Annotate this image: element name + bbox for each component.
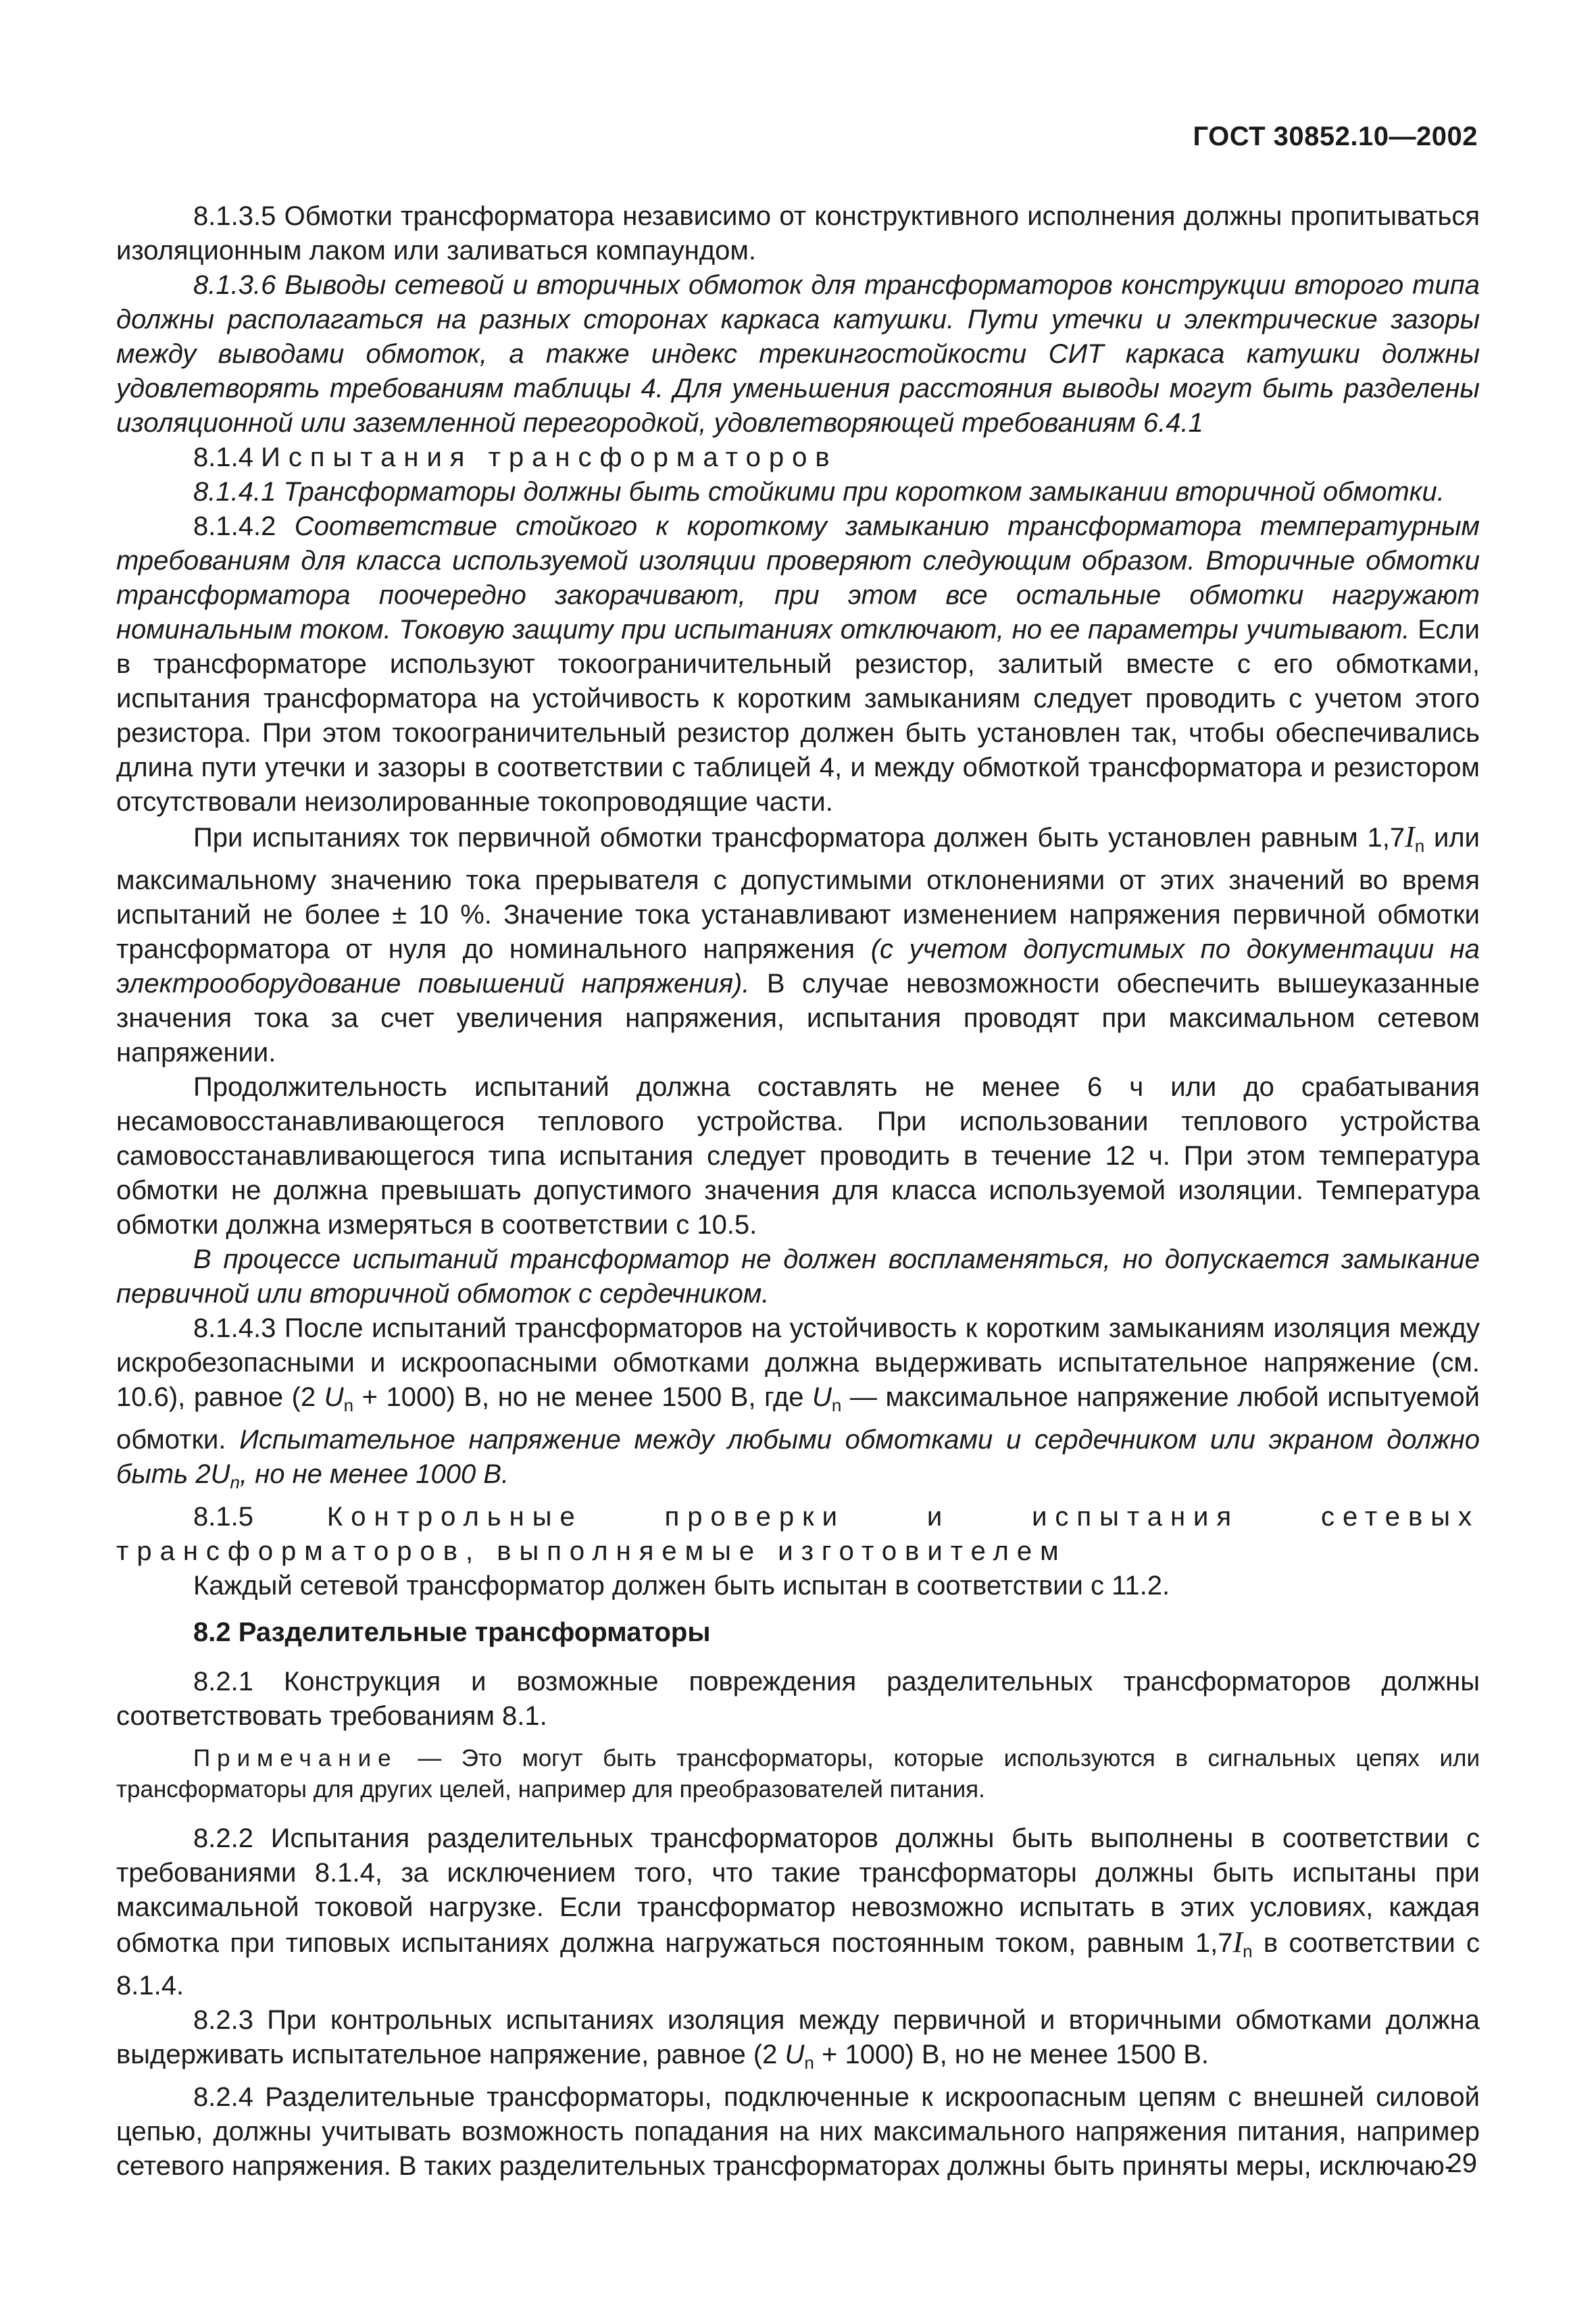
subsection-number: 8.1.4 <box>193 443 253 472</box>
paragraph-test-current <box>116 820 1480 1070</box>
paragraph-8-1-5: Каждый сетевой трансформатор должен быть испытан в соответствии с 11.2. <box>193 1571 1170 1601</box>
text-run: При испытаниях ток первичной обмотки трансформатора должен быть установлен равным 1,7 <box>193 823 1405 853</box>
subscript: n <box>831 1395 842 1415</box>
italic-run: (с учетом допустимых по документации на электрооборудование повышений напряжения). <box>116 934 1480 999</box>
text-run: — максимальное напряжение любой испытуемой обмотки. <box>116 1382 1480 1455</box>
text-run: 8.1.4.3 После испытаний трансформаторов на устойчивость к коротким замыканиям изоляция между искробезопасными и искроопасными обмотками должна выдерживать испытательное напряжение (см. 10.6), равное (2 <box>116 1313 1480 1412</box>
paragraph-8-2-4: 8.2.4 Разделительные трансформаторы, подключенные к искроопасным цепям с внешней силовой цепью, должны учитывать возможность попадания на них максимального напряжения питания, например сетевого напряжения. В таких разделительных трансформаторах должны быть приняты меры, исключаю- <box>116 2082 1480 2181</box>
subscript: n <box>1414 836 1425 856</box>
text-run: в соответствии с 8.1.4. <box>116 1928 1480 2001</box>
note <box>116 1743 1480 1805</box>
subscript: n <box>804 2053 814 2073</box>
subscript: n <box>1243 1941 1253 1961</box>
note-label: Примечание <box>193 1745 398 1771</box>
text-run: 8.2.2 Испытания разделительных трансформаторов должны быть выполнены в соответствии с требованиями 8.1.4, за исключением того, что такие трансформаторы должны быть испытаны при максимальной токовой нагрузке. Если трансформатор невозможно испытать в этих условиях, каждая обмотка при типовых испытаниях должна нагружаться постоянным током, равным 1,7 <box>116 1823 1480 1958</box>
subsection-number: 8.1.5 <box>193 1502 253 1532</box>
paragraph-test-duration: Продолжительность испытаний должна составлять не менее 6 ч или до срабатывания несамовосстанавливающегося теплового устройства. При использовании теплового устройства самовосстанавливающегося типа испытания следует проводить в течение 12 ч. При этом температура обмотки не должна превышать допустимого значения для класса используемой изоляции. Температура обмотки должна измеряться в соответствии с 10.5. <box>116 1072 1480 1240</box>
subsection-heading-8-1-4 <box>116 441 1480 475</box>
paragraph-8-1-4-1: 8.1.4.1 Трансформаторы должны быть стойкими при коротком замыкании вторичной обмотки. <box>193 477 1445 507</box>
paragraph-8-1-4-3 <box>116 1311 1480 1500</box>
page-number: 29 <box>1447 2148 1477 2178</box>
paragraph-8-1-3-5: 8.1.3.5 Обмотки трансформатора независимо от конструктивного исполнения должны пропитываться изоляционным лаком или заливаться компаундом. <box>116 201 1480 266</box>
text-run: или максимальному значению тока прерывателя с допустимыми отклонениями от этих значений во время испытаний не более ± 10 %. Значение тока устанавливают изменением напряжения первичной обмотки трансформатора от нуля до номинального напряжения <box>116 823 1480 964</box>
paragraph-8-2-2 <box>116 1821 1480 2003</box>
subsection-title: Контрольные проверки и испытания сетевых трансформаторов, выполняемые изготовителем <box>116 1502 1480 1566</box>
italic-run: , но не менее 1000 В. <box>240 1459 509 1489</box>
paragraph-8-2-3 <box>116 2003 1480 2080</box>
text-run: + 1000) В, но не менее 1500 В, где <box>361 1382 804 1412</box>
note-text: — Это могут быть трансформаторы, которые используются в сигнальных цепях или трансформаторы для других целей, например для преобразователей питания. <box>116 1745 1480 1803</box>
clause-number: 8.1.4.2 <box>193 511 276 541</box>
paragraph-ignition: В процессе испытаний трансформатор не должен воспламеняться, но допускается замыкание первичной или вторичной обмоток с сердечником. <box>116 1244 1480 1309</box>
document-header: ГОСТ 30852.10—2002 <box>1193 122 1478 151</box>
voltage-symbol: U <box>784 2040 805 2069</box>
paragraph-8-2-1: 8.2.1 Конструкция и возможные повреждения разделительных трансформаторов должны соответствовать требованиям 8.1. <box>116 1667 1480 1731</box>
paragraph-8-1-3-6: 8.1.3.6 Выводы сетевой и вторичных обмоток для трансформаторов конструкции второго типа должны располагаться на разных сторонах каркаса катушки. Пути утечки и электрические зазоры между выводами обмоток, а также индекс трекингостойкости СИТ каркаса катушки должны удовлетворять требованиям таблицы 4. Для уменьшения расстояния выводы могут быть разделены изоляционной или заземленной перегородкой, удовлетворяющей требованиям 6.4.1 <box>116 270 1480 438</box>
clause-italic-text: Соответствие стойкого к короткому замыканию трансформатора температурным требованиям для класса используемой изоляции проверяют следующим образом. Вторичные обмотки трансформатора поочередно закорачивают, при этом все остальные обмотки нагружают номинальным током. Токовую защиту при испытаниях отключают, но ее параметры учитывают. <box>116 511 1480 645</box>
subscript: n <box>343 1395 354 1415</box>
current-symbol: I <box>1232 1926 1243 1959</box>
page-content <box>116 199 1480 2184</box>
subsection-title: Испытания трансформаторов <box>261 443 838 472</box>
section-heading-8-2: 8.2 Разделительные трансформаторы <box>193 1617 711 1647</box>
voltage-symbol: U <box>812 1382 832 1412</box>
current-symbol: I <box>1405 820 1415 853</box>
italic-run: Испытательное напряжение между любыми обмотками и сердечником или экраном должно быть 2U <box>116 1425 1480 1489</box>
text-run: + 1000) В, но не менее 1500 В. <box>822 2040 1210 2069</box>
text-run: В случае невозможности обеспечить вышеуказанные значения тока за счет увеличения напряжения, испытания проводят при максимальном сетевом напряжении. <box>116 969 1480 1067</box>
subsection-heading-8-1-5 <box>116 1500 1480 1569</box>
voltage-symbol: U <box>324 1382 344 1412</box>
clause-text: Если в трансформаторе используют токоограничительный резистор, залитый вместе с его обмотками, испытания трансформатора на устойчивость к коротким замыканиям следует проводить с учетом этого резистора. При этом токоограничительный резистор должен быть установлен так, чтобы обеспечивались длина пути утечки и зазоры в соответствии с таблицей 4, и между обмоткой трансформатора и резистором отсутствовали неизолированные токопроводящие части. <box>116 615 1480 817</box>
paragraph-8-1-4-2 <box>116 509 1480 820</box>
text-run: 8.2.3 При контрольных испытаниях изоляция между первичной и вторичными обмотками должна выдерживать испытательное напряжение, равное (2 <box>116 2005 1480 2069</box>
subscript: n <box>230 1472 241 1492</box>
